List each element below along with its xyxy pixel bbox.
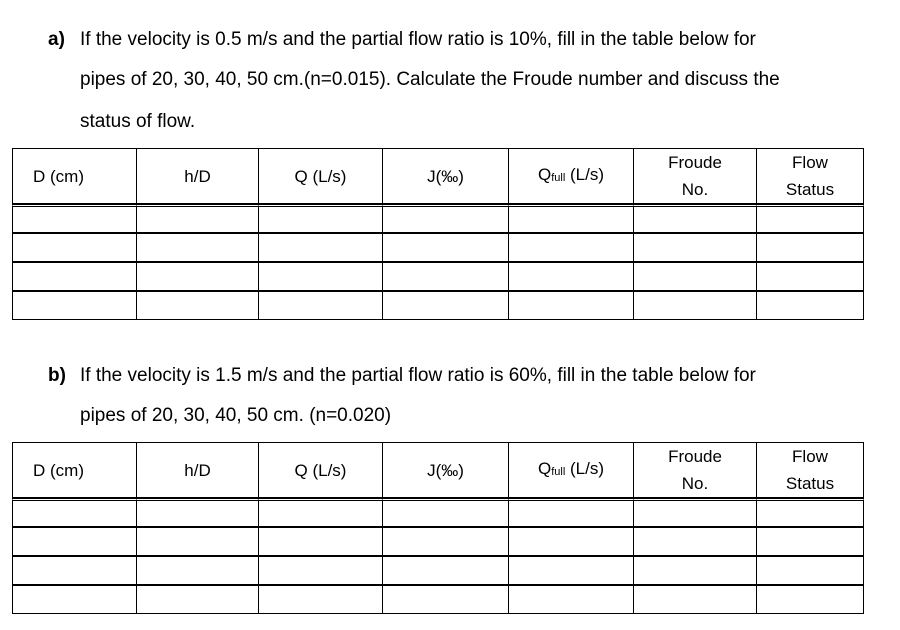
table-b: [12, 442, 864, 614]
qfull-q: Q: [537, 458, 552, 478]
part-a-label: a): [48, 29, 65, 50]
table-b-cell[interactable]: [383, 556, 509, 585]
header-d: D (cm): [12, 442, 137, 498]
header-j: J(‰): [383, 148, 509, 204]
table-b-row: [12, 527, 864, 556]
part-a-line-3: status of flow.: [80, 111, 196, 132]
header-j: J(‰): [383, 442, 509, 498]
table-a-row: [12, 262, 864, 291]
table-b-cell[interactable]: [259, 498, 383, 527]
table-a-cell[interactable]: [137, 262, 259, 291]
header-h-over-d: h/D: [137, 442, 259, 498]
qfull-subscript: full: [551, 171, 566, 184]
table-b-cell[interactable]: [634, 527, 757, 556]
table-a-cell[interactable]: [634, 262, 757, 291]
table-a-body: [12, 204, 864, 320]
table-b-cell[interactable]: [259, 585, 383, 614]
table-a-row: [12, 291, 864, 320]
froude-line-2: No.: [681, 180, 709, 199]
header-h-over-d: h/D: [137, 148, 259, 204]
froude-line-1: Froude: [668, 153, 722, 172]
header-flow-status: [757, 148, 864, 204]
table-b-cell[interactable]: [509, 527, 634, 556]
table-b-cell[interactable]: [12, 556, 137, 585]
table-a-cell[interactable]: [259, 233, 383, 262]
flow-line-1: Flow: [792, 153, 828, 172]
table-a-cell[interactable]: [509, 233, 634, 262]
table-a-cell[interactable]: [383, 291, 509, 320]
flow-line-2: Status: [785, 474, 835, 493]
table-b-cell[interactable]: [509, 498, 634, 527]
table-b-cell[interactable]: [634, 498, 757, 527]
table-b-cell[interactable]: [137, 556, 259, 585]
table-a-cell[interactable]: [259, 262, 383, 291]
table-a-cell[interactable]: [383, 204, 509, 233]
part-a-line-2: pipes of 20, 30, 40, 50 cm.(n=0.015). Calculate the Froude number and discuss the: [80, 69, 780, 90]
table-b-cell[interactable]: [137, 498, 259, 527]
table-b-cell[interactable]: [509, 556, 634, 585]
table-b-cell[interactable]: [383, 585, 509, 614]
header-q: Q (L/s): [259, 148, 383, 204]
flow-line-2: Status: [785, 180, 835, 199]
header-froude: [634, 442, 757, 498]
table-a-cell[interactable]: [509, 291, 634, 320]
table-b-cell[interactable]: [12, 527, 137, 556]
table-b-row: [12, 556, 864, 585]
table-b-cell[interactable]: [757, 498, 864, 527]
table-a-cell[interactable]: [757, 233, 864, 262]
table-a-cell[interactable]: [259, 204, 383, 233]
table-a-header-row: [12, 148, 864, 204]
table-a-cell[interactable]: [383, 262, 509, 291]
table-a-cell[interactable]: [757, 262, 864, 291]
table-b-cell[interactable]: [12, 498, 137, 527]
table-a-cell[interactable]: [383, 233, 509, 262]
table-a-row: [12, 233, 864, 262]
table-a-cell[interactable]: [634, 291, 757, 320]
header-froude: [634, 148, 757, 204]
flow-line-1: Flow: [792, 447, 828, 466]
table-b-cell[interactable]: [12, 585, 137, 614]
table-a: [12, 148, 864, 320]
qfull-unit: (L/s): [565, 458, 605, 478]
table-a-cell[interactable]: [509, 262, 634, 291]
table-a-cell[interactable]: [12, 291, 137, 320]
table-a-cell[interactable]: [634, 204, 757, 233]
froude-line-2: No.: [681, 474, 709, 493]
part-b-line-1: If the velocity is 1.5 m/s and the partial flow ratio is 60%, fill in the table below for: [80, 365, 756, 386]
table-b-cell[interactable]: [137, 585, 259, 614]
table-b-header-row: [12, 442, 864, 498]
table-b-body: [12, 498, 864, 614]
table-b-cell[interactable]: [757, 585, 864, 614]
table-a-cell[interactable]: [12, 204, 137, 233]
table-b-row: [12, 585, 864, 614]
table-a-cell[interactable]: [12, 262, 137, 291]
table-b-cell[interactable]: [634, 585, 757, 614]
table-a-cell[interactable]: [757, 204, 864, 233]
header-q: Q (L/s): [259, 442, 383, 498]
table-b-cell[interactable]: [383, 498, 509, 527]
table-a-cell[interactable]: [259, 291, 383, 320]
header-qfull: [509, 442, 634, 498]
part-a-line-1: If the velocity is 0.5 m/s and the partial flow ratio is 10%, fill in the table below for: [80, 29, 756, 50]
qfull-subscript: full: [551, 465, 566, 478]
header-flow-status: [757, 442, 864, 498]
header-d: D (cm): [12, 148, 137, 204]
table-b-cell[interactable]: [259, 527, 383, 556]
froude-line-1: Froude: [668, 447, 722, 466]
part-b-line-2: pipes of 20, 30, 40, 50 cm. (n=0.020): [80, 405, 392, 426]
qfull-unit: (L/s): [565, 164, 605, 184]
table-a-cell[interactable]: [509, 204, 634, 233]
table-b-cell[interactable]: [634, 556, 757, 585]
table-a-cell[interactable]: [137, 233, 259, 262]
table-b-cell[interactable]: [757, 556, 864, 585]
table-b-row: [12, 498, 864, 527]
table-a-cell[interactable]: [12, 233, 137, 262]
table-a-cell[interactable]: [137, 291, 259, 320]
table-a-cell[interactable]: [137, 204, 259, 233]
table-a-row: [12, 204, 864, 233]
table-b-cell[interactable]: [137, 527, 259, 556]
part-b-label: b): [48, 365, 66, 386]
table-b-cell[interactable]: [509, 585, 634, 614]
table-a-cell[interactable]: [757, 291, 864, 320]
table-b-cell[interactable]: [383, 527, 509, 556]
table-b-cell[interactable]: [757, 527, 864, 556]
table-a-cell[interactable]: [634, 233, 757, 262]
table-b-cell[interactable]: [259, 556, 383, 585]
qfull-q: Q: [537, 164, 552, 184]
header-qfull: [509, 148, 634, 204]
